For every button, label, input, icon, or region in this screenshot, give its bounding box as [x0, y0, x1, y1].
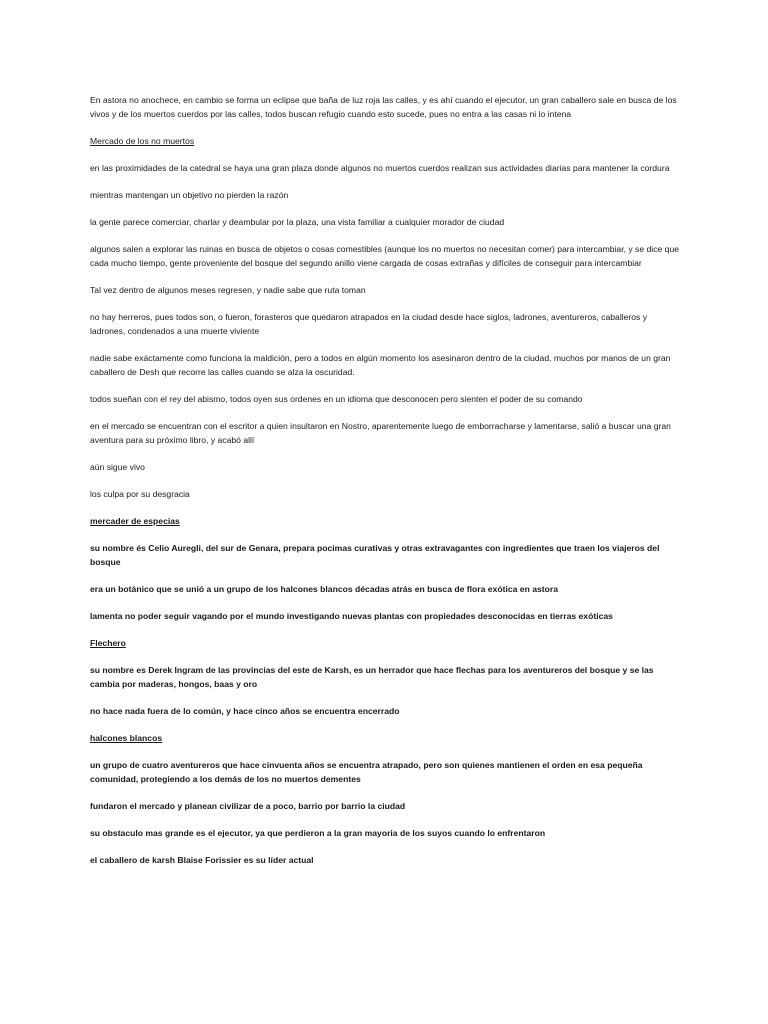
heading-mercader: mercader de especias	[90, 516, 180, 526]
paragraph: Tal vez dentro de algunos meses regresen, y nadie sabe que ruta toman	[90, 285, 366, 295]
paragraph: su obstaculo mas grande es el ejecutor, ya que perdieron a la gran mayoria de los suyos cuando lo enfrentaron	[90, 828, 546, 838]
paragraph: un grupo de cuatro aventureros que hace cinvuenta años se encuentra atrapado, pero son quienes mantienen el orden en esa pequeña comunidad, protegiendo a los demás de los no muertos dementes	[90, 760, 643, 784]
paragraph: no hace nada fuera de lo común, y hace cinco años se encuentra encerrado	[90, 706, 400, 716]
heading-flechero: Flechero	[90, 638, 126, 648]
paragraph: fundaron el mercado y planean civilizar de a poco, barrio por barrio la ciudad	[90, 801, 406, 811]
paragraph: en el mercado se encuentran con el escritor a quien insultaron en Nostro, aparentemente luego de emborracharse y lamentarse, salió a buscar una gran aventura para su próximo libro, y acabó allí	[90, 421, 671, 445]
paragraph: algunos salen a explorar las ruinas en busca de objetos o cosas comestibles (aunque los no muertos no necesitan comer) para intercambiar, y se dice que cada mucho tiempo, gente proveniente del bosque del segundo anillo viene cargada de cosas extrañas y difíciles de conseguir para intercambiar	[90, 244, 680, 268]
paragraph: todos sueñan con el rey del abismo, todos oyen sus ordenes en un idioma que desconocen pero sienten el poder de su comando	[90, 394, 583, 404]
paragraph: no hay herreros, pues todos son, o fueron, forasteros que quedaron atrapados en la ciudad desde hace siglos, ladrones, aventureros, caballeros y ladrones, condenados a una muerte viviente	[90, 312, 648, 336]
paragraph: su nombre és Celio Auregli, del sur de Genara, prepara pocimas curativas y otras extravagantes con ingredientes que traen los viajeros del bosque	[90, 543, 660, 567]
heading-halcones: halcones blancos	[90, 733, 163, 743]
paragraph: lamenta no poder seguir vagando por el mundo investigando nuevas plantas con propiedades desconocidas en tierras exóticas	[90, 611, 613, 621]
paragraph: nadie sabe exáctamente como funciona la maldición, pero a todos en algún momento los asesinaron dentro de la ciudad, muchos por manos de un gran caballero de Desh que recorre las calles cuando se alza la oscuridad.	[90, 353, 671, 377]
document-page	[90, 93, 682, 880]
paragraph: aún sigue vivo	[90, 462, 145, 472]
paragraph: era un botánico que se unió a un grupo de los halcones blancos décadas atrás en busca de flora exótica en astora	[90, 584, 559, 594]
intro-paragraph: En astora no anochece, en cambio se forma un eclipse que baña de luz roja las calles, y es ahí cuando el ejecutor, un gran caballero sale en busca de los vivos y de los muertos cuerdos por las calles, todos buscan refugio cuando esto sucede, pues no entra a las casas ni lo intena	[90, 95, 677, 119]
paragraph: el caballero de karsh Blaise Forissier es su líder actual	[90, 855, 314, 865]
paragraph: su nombre es Derek Ingram de las provincias del este de Karsh, es un herrador que hace flechas para los aventureros del bosque y se las cambia por maderas, hongos, baas y oro	[90, 665, 654, 689]
paragraph: los culpa por su desgracia	[90, 489, 190, 499]
paragraph: la gente parece comerciar, charlar y deambular por la plaza, una vista familiar a cualquier morador de ciudad	[90, 217, 505, 227]
heading-mercado: Mercado de los no muertos	[90, 136, 195, 146]
paragraph: mientras mantengan un objetivo no pierden la razón	[90, 190, 289, 200]
paragraph: en las proximidades de la catedral se haya una gran plaza donde algunos no muertos cuerdos realizan sus actividades diarias para mantener la cordura	[90, 163, 670, 173]
